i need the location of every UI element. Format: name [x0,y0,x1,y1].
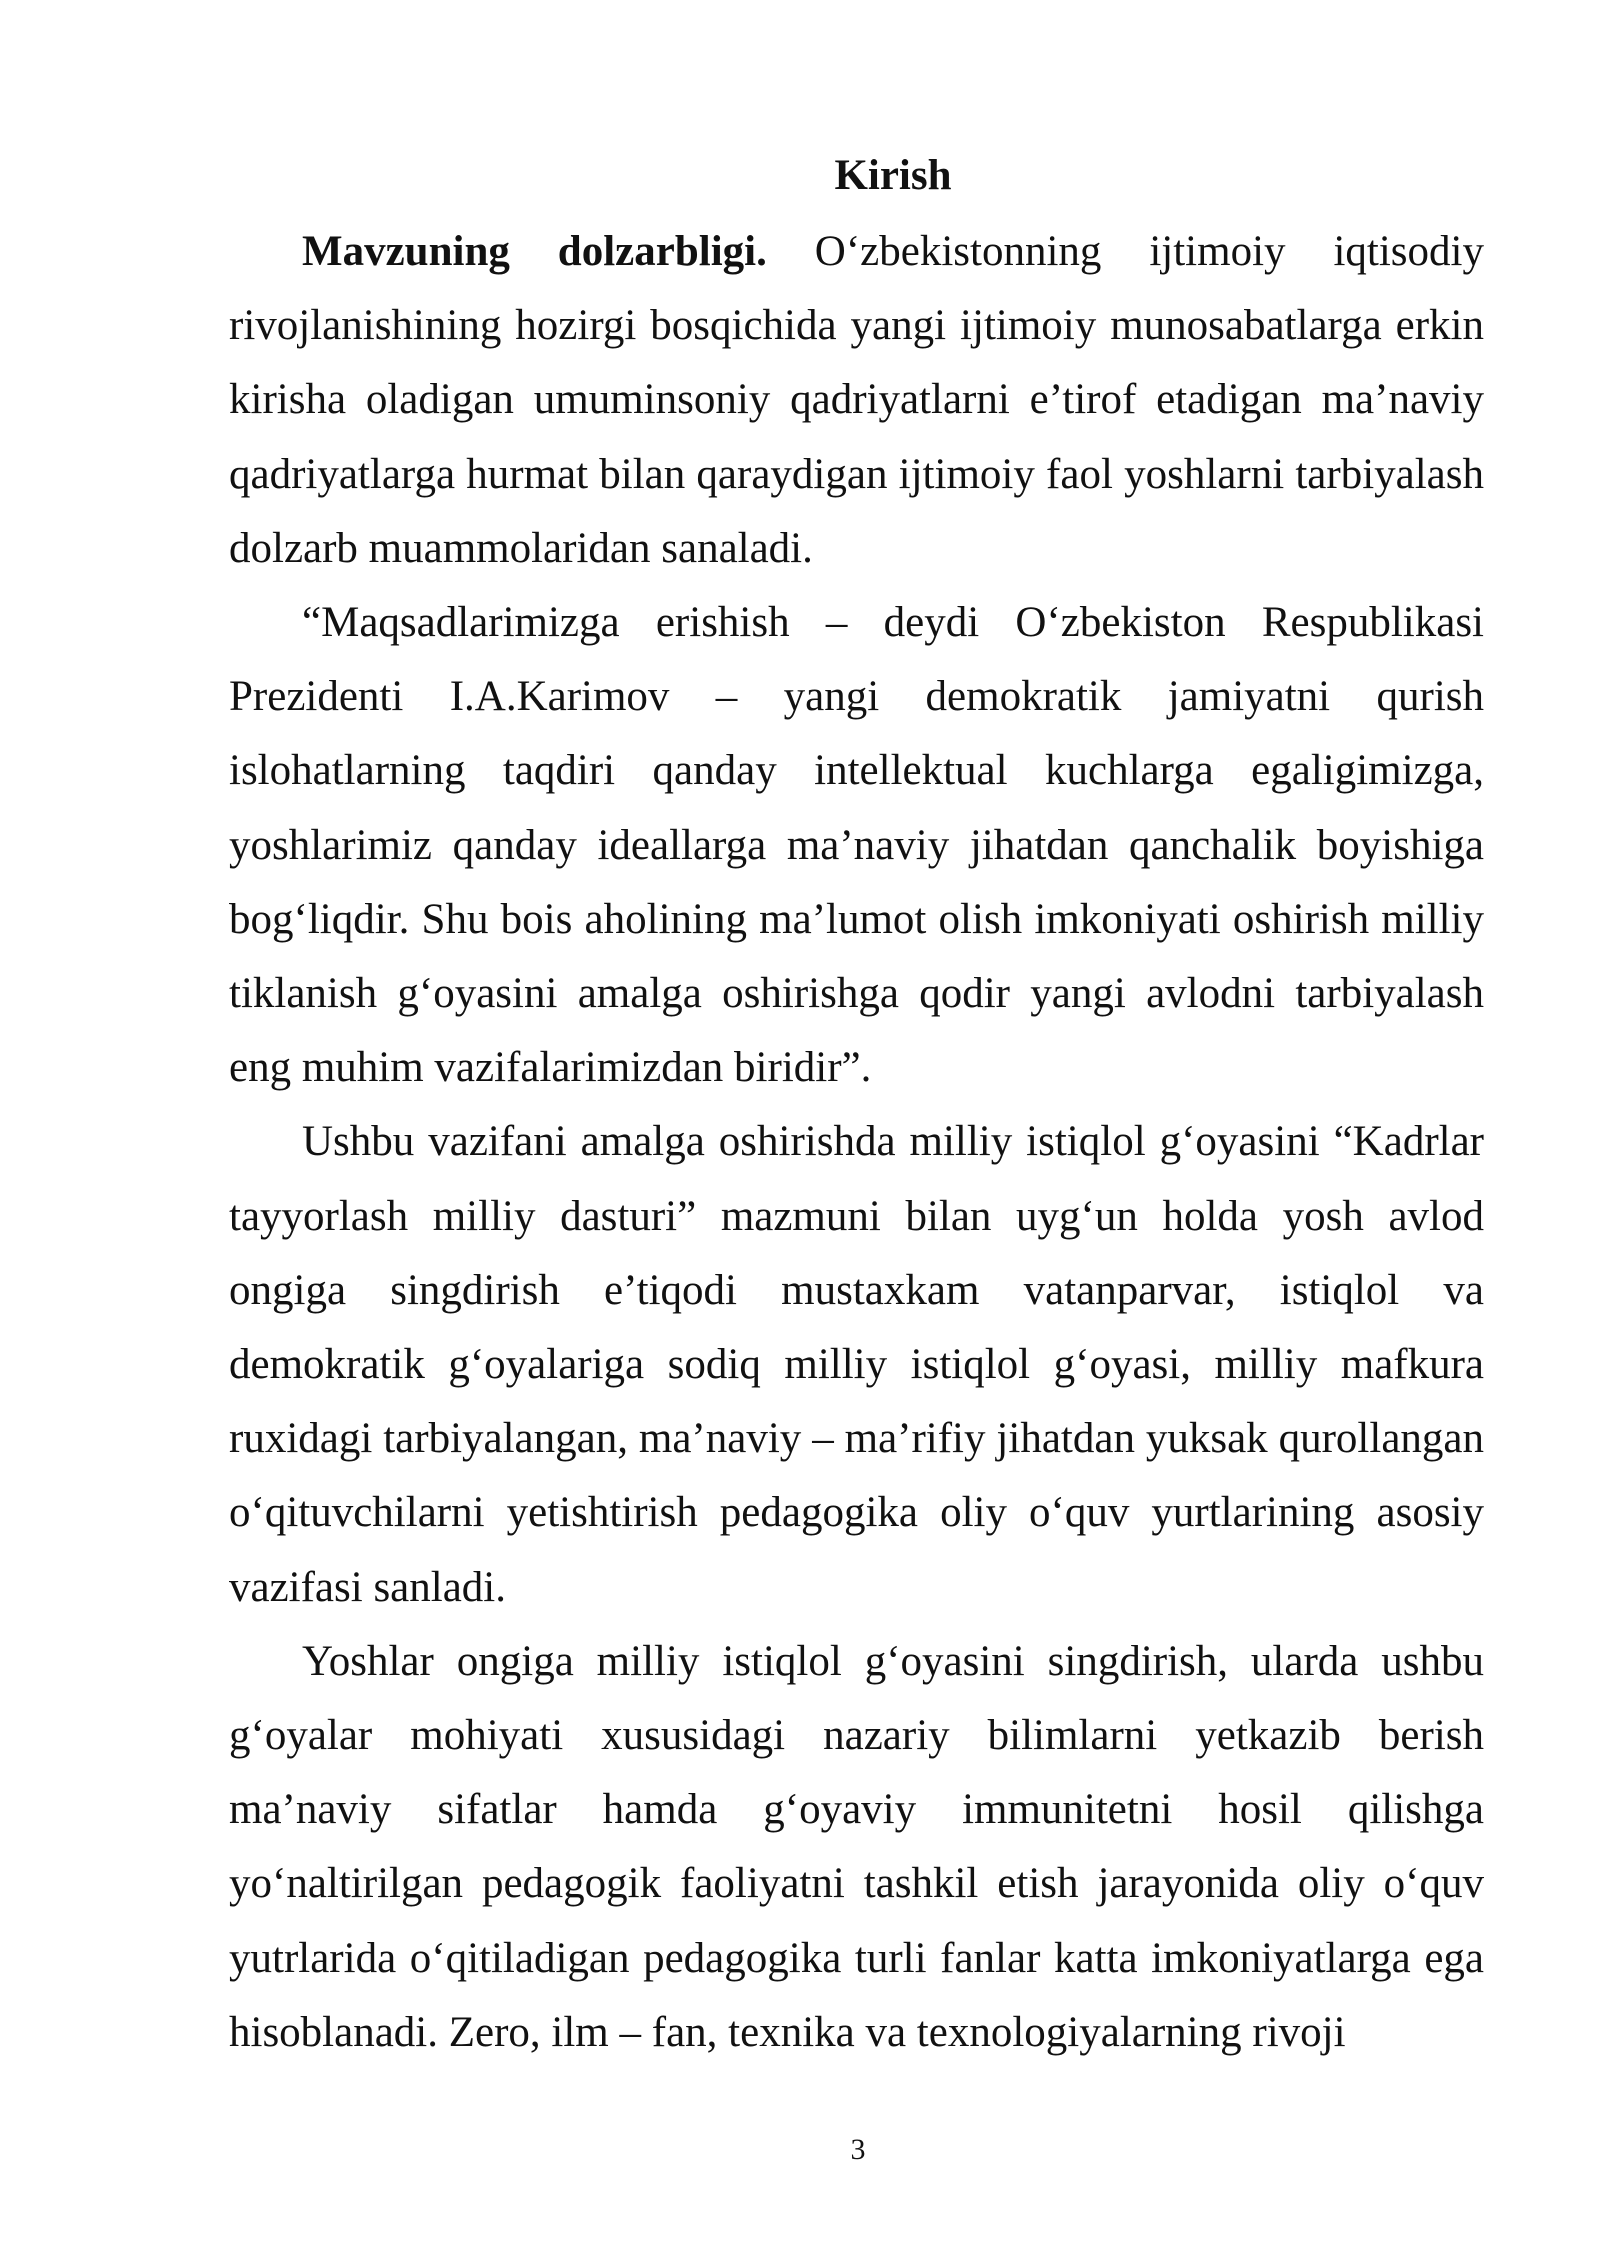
paragraph-lead: Mavzuning dolzarbligi. [302,228,767,275]
document-body [229,215,1484,2070]
paragraph-relevance [229,215,1484,586]
paragraph-quote: “Maqsadlarimizga erishish – deydi O‘zbekiston Respublikasi Prezidenti I.A.Karimov – yangi demokratik jamiyatni qurish islohatlarning taqdiri qanday intellektual kuchlarga egaligimizga, yoshlarimiz qanday ideallarga ma’naviy jihatdan qanchalik boyishiga bog‘liqdir. Shu bois aholining ma’lumot olish imkoniyati oshirish milliy tiklanish g‘oyasini amalga oshirishga qodir yangi avlodni tarbiyalash eng muhim vazifalarimizdan biridir”. [229,599,1484,1092]
paragraph-youth: Yoshlar ongiga milliy istiqlol g‘oyasini singdirish, ularda ushbu g‘oyalar mohiyati xususidagi nazariy bilimlarni yetkazib berish ma’naviy sifatlar hamda g‘oyaviy immunitetni hosil qilishga yo‘naltirilgan pedagogik faoliyatni tashkil etish jarayonida oliy o‘quv yutrlarida o‘qitiladigan pedagogika turli fanlar katta imkoniyatlarga ega hisoblanadi. Zero, ilm – fan, texnika va texnologiyalarning rivoji [229,1637,1484,2056]
page-number: 3 [850,2133,866,2166]
paragraph-text: O‘zbekistonning ijtimoiy iqtisodiy rivojlanishining hozirgi bosqichida yangi ijtimoiy munosabatlarga erkin kirisha oladigan umuminsoniy qadriyatlarni e’tirof etadigan ma’naviy qadriyatlarga hurmat bilan qaraydigan ijtimoiy faol yoshlarni tarbiyalash dolzarb muammolaridan sanaladi. [229,228,1484,572]
paragraph-task: Ushbu vazifani amalga oshirishda milliy istiqlol g‘oyasini “Kadrlar tayyorlash milliy dasturi” mazmuni bilan uyg‘un holda yosh avlod ongiga singdirish e’tiqodi mustaxkam vatanparvar, istiqlol va demokratik g‘oyalariga sodiq milliy istiqlol g‘oyasi, milliy mafkura ruxidagi tarbiyalangan, ma’naviy – ma’rifiy jihatdan yuksak qurollangan o‘qituvchilarni yetishtirish pedagogika oliy o‘quv yurtlarining asosiy vazifasi sanladi. [229,1118,1484,1611]
page-title: Kirish [834,152,952,199]
